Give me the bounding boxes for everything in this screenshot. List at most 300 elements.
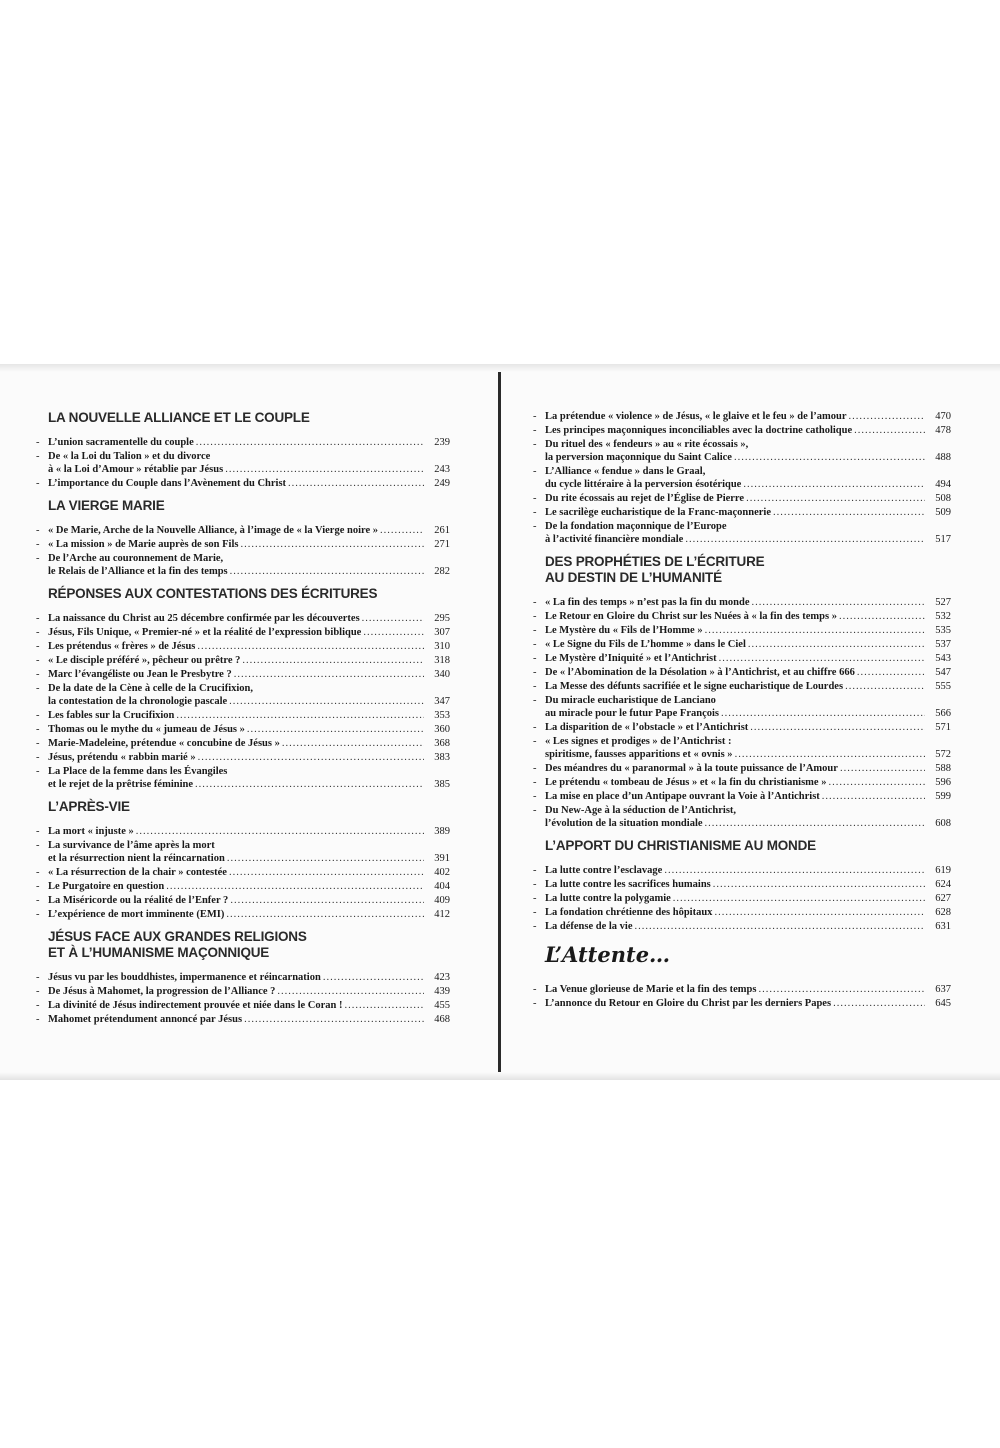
toc-entry[interactable]: [36, 709, 450, 722]
entry-line: [48, 565, 450, 578]
entry-line: [48, 450, 450, 463]
entry-dash: -: [533, 411, 537, 422]
dot-leader: [705, 817, 925, 830]
entry-title: La mort « injuste »: [48, 826, 134, 837]
entry-text: [48, 825, 450, 838]
entry-line: [545, 748, 951, 761]
entry-title: « La mission » de Marie auprès de son Fils: [48, 539, 239, 550]
entry-title: « Les signes et prodiges » de l’Antichrist :: [545, 736, 732, 747]
entry-line: [48, 1013, 450, 1026]
entry-dash: -: [533, 722, 537, 733]
entry-text: [48, 450, 450, 476]
entry-text: [48, 723, 450, 736]
entry-title: La mise en place d’un Antipape ouvrant la Voie à l’Antichrist: [545, 791, 820, 802]
section-title: [48, 498, 450, 514]
entry-title: Jésus vu par les bouddhistes, impermanence et réincarnation: [48, 972, 321, 983]
page-number: 409: [434, 895, 450, 906]
entry-text: [48, 709, 450, 722]
toc-entry[interactable]: [533, 920, 951, 933]
entry-dash: -: [533, 998, 537, 1009]
page-number: 537: [935, 639, 951, 650]
entry-title: Du rite écossais au rejet de l’Église de Pierre: [545, 493, 745, 504]
entry-dash: -: [533, 921, 537, 932]
entry-dash: -: [533, 611, 537, 622]
entry-dash: -: [533, 439, 537, 450]
page-number: 532: [935, 611, 951, 622]
toc-entry[interactable]: [36, 985, 450, 998]
dot-leader: [229, 866, 424, 879]
entry-line: [48, 612, 450, 625]
entry-line: [545, 920, 951, 933]
entry-text: [545, 892, 951, 905]
entry-text: [48, 477, 450, 490]
entry-line: [48, 626, 450, 639]
dot-leader: [705, 624, 925, 637]
entry-title: La lutte contre les sacrifices humains: [545, 879, 711, 890]
page-number: 353: [434, 710, 450, 721]
entry-text: [545, 410, 951, 423]
entry-line: [545, 410, 951, 423]
entry-line: [545, 776, 951, 789]
dot-leader: [363, 626, 424, 639]
toc-entry[interactable]: [36, 450, 450, 476]
toc-entry[interactable]: [36, 524, 450, 537]
page-number: 249: [434, 478, 450, 489]
entry-text: [545, 624, 951, 637]
entry-title: De la date de la Cène à celle de la Crucifixion,: [48, 683, 254, 694]
entry-line: [48, 778, 450, 791]
toc-entry[interactable]: [533, 776, 951, 789]
page-number: 547: [935, 667, 951, 678]
toc-entry[interactable]: [533, 694, 951, 720]
toc-entry[interactable]: [36, 436, 450, 449]
dot-leader: [344, 999, 424, 1012]
page-number: 588: [935, 763, 951, 774]
entry-dash: -: [533, 777, 537, 788]
toc-section: [36, 929, 450, 1026]
toc-entry[interactable]: [36, 538, 450, 551]
entry-text: [545, 652, 951, 665]
toc-section: [533, 838, 951, 933]
entry-text: [545, 506, 951, 519]
right-page: [533, 410, 951, 1018]
entry-title: La lutte contre la polygamie: [545, 893, 671, 904]
book-gutter: [498, 372, 501, 1072]
entry-dash: -: [533, 466, 537, 477]
section-title-line: LA VIERGE MARIE: [48, 498, 165, 513]
entry-text: [545, 762, 951, 775]
entry-text: [48, 737, 450, 750]
entry-line: [545, 533, 951, 546]
page-number: 637: [935, 984, 951, 995]
dot-leader: [746, 492, 925, 505]
toc-entry[interactable]: [36, 765, 450, 791]
toc-entry[interactable]: [36, 971, 450, 984]
entry-line: [48, 852, 450, 865]
entry-text: [545, 610, 951, 623]
entry-dash: -: [36, 881, 40, 892]
page-number: 439: [434, 986, 450, 997]
entry-line: [48, 654, 450, 667]
toc-entry[interactable]: [533, 624, 951, 637]
toc-entry[interactable]: [36, 1013, 450, 1026]
dot-leader: [857, 666, 925, 679]
entry-title: Marie-Madeleine, prétendue « concubine de Jésus »: [48, 738, 280, 749]
toc-section: [533, 941, 951, 1010]
entry-dash: -: [533, 681, 537, 692]
dot-leader: [828, 776, 925, 789]
entry-line: [545, 478, 951, 491]
dot-leader: [673, 892, 925, 905]
toc-entry[interactable]: [533, 652, 951, 665]
entry-line: [545, 596, 951, 609]
dot-leader: [845, 680, 925, 693]
page-number: 555: [935, 681, 951, 692]
toc-entry[interactable]: [533, 666, 951, 679]
toc-entry[interactable]: [36, 825, 450, 838]
toc-entry[interactable]: [36, 880, 450, 893]
section-title: [48, 586, 450, 602]
section-title-line: AU DESTIN DE L’HUMANITÉ: [545, 570, 722, 585]
entry-dash: -: [36, 867, 40, 878]
page-number: 423: [434, 972, 450, 983]
entry-line: [48, 538, 450, 551]
entry-text: [48, 626, 450, 639]
entry-line: [545, 424, 951, 437]
entry-text: [48, 524, 450, 537]
toc-entry[interactable]: [36, 839, 450, 865]
entry-title: « De Marie, Arche de la Nouvelle Alliance, à l’image de « la Vierge noire »: [48, 525, 379, 536]
entry-dash: -: [36, 525, 40, 536]
toc-entry[interactable]: [533, 410, 951, 423]
dot-leader: [176, 709, 424, 722]
entry-line: [48, 839, 450, 852]
toc-entry[interactable]: [533, 997, 951, 1010]
dot-leader: [664, 864, 925, 877]
page-number: 340: [434, 669, 450, 680]
toc-entry[interactable]: [533, 638, 951, 651]
page-number: 412: [434, 909, 450, 920]
entry-dash: -: [533, 893, 537, 904]
entry-dash: -: [36, 1000, 40, 1011]
page-number: 383: [434, 752, 450, 763]
entry-text: [545, 790, 951, 803]
toc-entry[interactable]: [36, 723, 450, 736]
entry-title: Du miracle eucharistique de Lanciano: [545, 695, 716, 706]
entry-line: [48, 765, 450, 778]
dot-leader: [196, 436, 424, 449]
section-title-line: LA NOUVELLE ALLIANCE ET LE COUPLE: [48, 410, 310, 425]
dot-leader: [635, 920, 926, 933]
entry-title: Des méandres du « paranormal » à la toute puissance de l’Amour: [545, 763, 838, 774]
entry-line: [48, 477, 450, 490]
entry-title: Le Retour en Gloire du Christ sur les Nuées à « la fin des temps »: [545, 611, 837, 622]
spread-bottom-edge: [0, 1072, 1000, 1080]
toc-entry[interactable]: [533, 983, 951, 996]
page-number: 347: [434, 696, 450, 707]
dot-leader: [854, 424, 925, 437]
entry-line: [48, 825, 450, 838]
page-number: 624: [935, 879, 951, 890]
toc-entry[interactable]: [36, 668, 450, 681]
entry-line: [545, 762, 951, 775]
entry-title: La divinité de Jésus indirectement prouvée et niée dans le Coran !: [48, 1000, 343, 1011]
entry-title: La lutte contre l’esclavage: [545, 865, 663, 876]
toc-entry[interactable]: [36, 737, 450, 750]
toc-entry[interactable]: [36, 866, 450, 879]
entry-text: [48, 640, 450, 653]
toc-entry[interactable]: [533, 424, 951, 437]
entry-title: Jésus, prétendu « rabbin marié »: [48, 752, 196, 763]
entry-line: [48, 709, 450, 722]
entry-line: [48, 668, 450, 681]
entry-line: [545, 451, 951, 464]
entry-title: Mahomet prétendument annoncé par Jésus: [48, 1014, 243, 1025]
entry-title: De l’Arche au couronnement de Marie,: [48, 553, 224, 564]
page-number: 243: [434, 464, 450, 475]
dot-leader: [849, 410, 925, 423]
entry-line: [48, 908, 450, 921]
entry-line: [48, 640, 450, 653]
section-title-line: L’APPORT DU CHRISTIANISME AU MONDE: [545, 838, 816, 853]
entry-dash: -: [36, 895, 40, 906]
dot-leader: [288, 477, 424, 490]
toc-entry[interactable]: [533, 721, 951, 734]
entry-text: [48, 436, 450, 449]
page-number: 608: [935, 818, 951, 829]
toc-entry[interactable]: [533, 790, 951, 803]
entry-title: l’évolution de la situation mondiale: [545, 818, 703, 829]
entry-dash: -: [533, 597, 537, 608]
entry-line: [545, 610, 951, 623]
dot-leader: [714, 906, 925, 919]
toc-entry[interactable]: [36, 626, 450, 639]
entry-dash: -: [36, 766, 40, 777]
page-number: 271: [434, 539, 450, 550]
entry-text: [545, 520, 951, 546]
entry-title: Le Mystère d’Iniquité » et l’Antichrist: [545, 653, 717, 664]
toc-entry[interactable]: [36, 612, 450, 625]
page-number: 572: [935, 749, 951, 760]
entry-title: L’Alliance « fendue » dans le Graal,: [545, 466, 706, 477]
toc-entry[interactable]: [36, 999, 450, 1012]
toc-section: [36, 586, 450, 791]
entry-line: [48, 971, 450, 984]
entry-line: [48, 866, 450, 879]
entry-title: Les principes maçonniques inconciliables avec la doctrine catholique: [545, 425, 853, 436]
page-number: 599: [935, 791, 951, 802]
entry-title: De Jésus à Mahomet, la progression de l’Alliance ?: [48, 986, 276, 997]
dot-leader: [226, 908, 424, 921]
toc-entry[interactable]: [533, 492, 951, 505]
page-number: 295: [434, 613, 450, 624]
section-title: [545, 838, 951, 854]
toc-entry[interactable]: [533, 878, 951, 891]
entry-line: [48, 737, 450, 750]
toc-entry[interactable]: [36, 682, 450, 708]
entry-text: [545, 465, 951, 491]
entry-line: [545, 506, 951, 519]
page-number: 628: [935, 907, 951, 918]
entry-text: [48, 999, 450, 1012]
toc-entry[interactable]: [36, 640, 450, 653]
entry-text: [545, 638, 951, 651]
dot-leader: [136, 825, 424, 838]
entry-dash: -: [533, 907, 537, 918]
entry-line: [48, 695, 450, 708]
entry-line: [545, 465, 951, 478]
entry-line: [48, 751, 450, 764]
entry-dash: -: [533, 984, 537, 995]
toc-entry[interactable]: [533, 596, 951, 609]
entry-dash: -: [36, 478, 40, 489]
entry-title: et le rejet de la prêtrise féminine: [48, 779, 193, 790]
dot-leader: [282, 737, 424, 750]
entry-text: [545, 721, 951, 734]
toc-entry[interactable]: [533, 735, 951, 761]
page-number: 508: [935, 493, 951, 504]
entry-dash: -: [533, 865, 537, 876]
entry-line: [48, 894, 450, 907]
section-title-line: JÉSUS FACE AUX GRANDES RELIGIONS: [48, 929, 307, 944]
entry-text: [48, 612, 450, 625]
entry-title: « Le disciple préféré », pêcheur ou prêtre ?: [48, 655, 241, 666]
entry-title: De « la Loi du Talion » et du divorce: [48, 451, 211, 462]
entry-dash: -: [36, 738, 40, 749]
entry-line: [545, 878, 951, 891]
entry-title: La Messe des défunts sacrifiée et le signe eucharistique de Lourdes: [545, 681, 844, 692]
page-number: 404: [434, 881, 450, 892]
entry-title: L’annonce du Retour en Gloire du Christ par les derniers Papes: [545, 998, 832, 1009]
page-number: 478: [935, 425, 951, 436]
entry-dash: -: [36, 641, 40, 652]
toc-entry[interactable]: [36, 894, 450, 907]
entry-title: La survivance de l’âme après la mort: [48, 840, 215, 851]
toc-entry[interactable]: [533, 864, 951, 877]
dot-leader: [840, 762, 925, 775]
dot-leader: [748, 638, 925, 651]
section-title-script: L’Attente…: [545, 942, 671, 967]
entry-dash: -: [533, 653, 537, 664]
entry-text: [48, 1013, 450, 1026]
page-number: 509: [935, 507, 951, 518]
toc-entry[interactable]: [533, 762, 951, 775]
toc-entry[interactable]: [36, 654, 450, 667]
entry-text: [48, 668, 450, 681]
page-number: 239: [434, 437, 450, 448]
entry-title: Le Purgatoire en question: [48, 881, 165, 892]
entry-text: [48, 866, 450, 879]
toc-entry[interactable]: [533, 506, 951, 519]
entry-dash: -: [36, 451, 40, 462]
dot-leader: [230, 565, 424, 578]
toc-entry[interactable]: [36, 908, 450, 921]
entry-dash: -: [533, 805, 537, 816]
toc-entry[interactable]: [533, 804, 951, 830]
toc-entry[interactable]: [533, 892, 951, 905]
dot-leader: [758, 983, 925, 996]
entry-text: [545, 492, 951, 505]
dot-leader: [822, 790, 925, 803]
entry-line: [545, 804, 951, 817]
toc-section: [36, 498, 450, 578]
toc-entry[interactable]: [533, 520, 951, 546]
entry-line: [48, 436, 450, 449]
entry-dash: -: [36, 683, 40, 694]
dot-leader: [839, 610, 925, 623]
dot-leader: [743, 478, 925, 491]
dot-leader: [750, 721, 925, 734]
entry-dash: -: [36, 539, 40, 550]
entry-title: et la résurrection nient la réincarnation: [48, 853, 225, 864]
toc-entry[interactable]: [533, 438, 951, 464]
page-number: 627: [935, 893, 951, 904]
entry-title: Du New-Age à la séduction de l’Antichrist,: [545, 805, 737, 816]
page-number: 468: [434, 1014, 450, 1025]
toc-entry[interactable]: [533, 610, 951, 623]
entry-dash: -: [533, 763, 537, 774]
entry-line: [545, 666, 951, 679]
entry-text: [48, 765, 450, 791]
entry-line: [48, 985, 450, 998]
toc-entry[interactable]: [36, 751, 450, 764]
entry-title: spiritisme, fausses apparitions et « ovnis »: [545, 749, 733, 760]
toc-entry[interactable]: [533, 465, 951, 491]
entry-title: Les fables sur la Crucifixion: [48, 710, 175, 721]
entry-title: L’expérience de mort imminente (EMI): [48, 909, 225, 920]
dot-leader: [166, 880, 424, 893]
dot-leader: [227, 852, 424, 865]
page-number: 535: [935, 625, 951, 636]
dot-leader: [229, 695, 424, 708]
entry-title: La disparition de « l’obstacle » et l’Antichrist: [545, 722, 749, 733]
entry-title: la perversion maçonnique du Saint Calice: [545, 452, 732, 463]
toc-entry[interactable]: [36, 552, 450, 578]
entry-line: [545, 638, 951, 651]
toc-section: [533, 554, 951, 830]
entry-text: [545, 864, 951, 877]
page-number: 631: [935, 921, 951, 932]
page-number: 517: [935, 534, 951, 545]
dot-leader: [242, 654, 424, 667]
entry-dash: -: [36, 627, 40, 638]
toc-entry[interactable]: [36, 477, 450, 490]
entry-title: La Venue glorieuse de Marie et la fin des temps: [545, 984, 757, 995]
page-number: 494: [935, 479, 951, 490]
entry-line: [48, 723, 450, 736]
dot-leader: [362, 612, 424, 625]
entry-line: [545, 438, 951, 451]
toc-entry[interactable]: [533, 680, 951, 693]
page-number: 527: [935, 597, 951, 608]
page-number: 391: [434, 853, 450, 864]
entry-line: [48, 524, 450, 537]
entry-line: [545, 624, 951, 637]
entry-text: [545, 906, 951, 919]
entry-title: La naissance du Christ au 25 décembre confirmée par les découvertes: [48, 613, 360, 624]
page-number: 455: [434, 1000, 450, 1011]
entry-title: L’union sacramentelle du couple: [48, 437, 194, 448]
entry-text: [545, 694, 951, 720]
dot-leader: [380, 524, 424, 537]
toc-entry[interactable]: [533, 906, 951, 919]
entry-dash: -: [36, 840, 40, 851]
page-number: 318: [434, 655, 450, 666]
entry-title: Jésus, Fils Unique, « Premier-né » et la réalité de l’expression biblique: [48, 627, 362, 638]
entry-line: [545, 790, 951, 803]
entry-line: [545, 707, 951, 720]
entry-line: [545, 520, 951, 533]
